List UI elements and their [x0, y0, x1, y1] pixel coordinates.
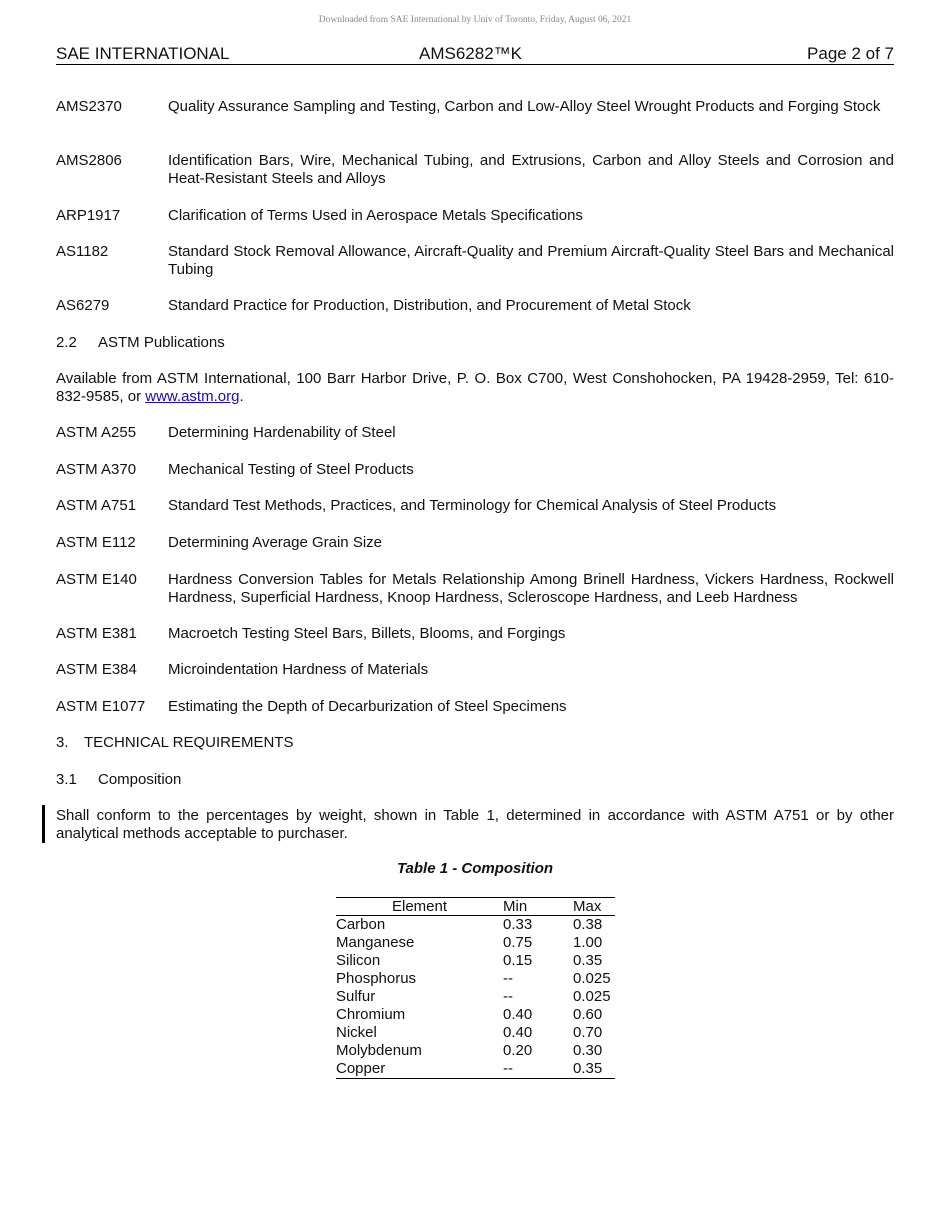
- cell-max: 0.025: [573, 988, 611, 1005]
- reference-item: [56, 424, 894, 442]
- cell-max: 0.70: [573, 1024, 603, 1041]
- reference-description: Clarification of Terms Used in Aerospace Metals Specifications: [168, 207, 583, 224]
- reference-item: [56, 534, 894, 552]
- reference-code: ASTM A255: [56, 424, 137, 441]
- cell-min: 0.15: [503, 952, 533, 969]
- table-title: Table 1 - Composition: [396, 860, 554, 877]
- table-row: [336, 1024, 615, 1042]
- reference-description: Standard Practice for Production, Distribution, and Procurement of Metal Stock: [168, 297, 691, 314]
- section-title: TECHNICAL REQUIREMENTS: [84, 734, 294, 751]
- revision-change-bar: [42, 805, 45, 843]
- reference-description: Estimating the Depth of Decarburization of Steel Specimens: [168, 698, 567, 715]
- section-heading-3-1: [56, 771, 181, 789]
- section-heading-2-2: [56, 334, 225, 352]
- reference-item: [56, 207, 894, 225]
- reference-code: ASTM E1077: [56, 698, 146, 715]
- section-heading-3: [56, 734, 293, 752]
- cell-max: 0.35: [573, 1060, 603, 1077]
- reference-description: Mechanical Testing of Steel Products: [168, 461, 414, 478]
- astm-availability-paragraph: Available from ASTM International, 100 Barr Harbor Drive, P. O. Box C700, West Conshohocken, PA 19428-2959, Tel: 610-832-9585, or www.astm.org.: [56, 370, 894, 405]
- header-doc-number: AMS6282™K: [419, 44, 522, 63]
- cell-max: 0.38: [573, 916, 603, 933]
- cell-element: Chromium: [336, 1006, 406, 1023]
- cell-element: Carbon: [336, 916, 386, 933]
- reference-code: ASTM A751: [56, 497, 137, 514]
- table-row: [336, 1060, 615, 1079]
- cell-element: Nickel: [336, 1024, 377, 1041]
- cell-max: 0.35: [573, 952, 603, 969]
- section-title: ASTM Publications: [98, 334, 225, 351]
- download-watermark: Downloaded from SAE International by Univ of Toronto, Friday, August 06, 2021: [318, 15, 632, 25]
- section-number: 2.2: [56, 334, 77, 351]
- reference-description: Identification Bars, Wire, Mechanical Tubing, and Extrusions, Carbon and Alloy Steels and Corrosion and Heat-Resistant Steels and Alloys: [168, 152, 894, 187]
- composition-paragraph: Shall conform to the percentages by weight, shown in Table 1, determined in accordance with ASTM A751 or by other analytical methods acceptable to purchaser.: [56, 807, 894, 842]
- column-header-max: Max: [573, 898, 615, 916]
- reference-item: [56, 297, 894, 315]
- cell-max: 0.30: [573, 1042, 603, 1059]
- astm-website-link[interactable]: www.astm.org: [145, 388, 240, 405]
- cell-min: 0.40: [503, 1006, 533, 1023]
- table-row: [336, 970, 615, 988]
- table-row: [336, 1042, 615, 1060]
- reference-code: ASTM E112: [56, 534, 136, 551]
- table-header-row: [336, 898, 615, 916]
- reference-description: Standard Stock Removal Allowance, Aircraft-Quality and Premium Aircraft-Quality Steel Bars and Mechanical Tubing: [168, 243, 894, 278]
- reference-item: [56, 571, 894, 607]
- table-row: [336, 916, 615, 935]
- composition-table: [336, 897, 615, 1079]
- reference-item: [56, 661, 894, 679]
- table-row: [336, 988, 615, 1006]
- cell-min: --: [503, 988, 513, 1005]
- reference-code: AMS2370: [56, 98, 122, 115]
- cell-element: Phosphorus: [336, 970, 417, 987]
- table-row: [336, 934, 615, 952]
- cell-element: Sulfur: [336, 988, 376, 1005]
- reference-item: [56, 152, 894, 188]
- cell-element: Manganese: [336, 934, 415, 951]
- reference-code: ASTM E140: [56, 571, 137, 588]
- reference-item: [56, 98, 894, 116]
- reference-description: Determining Average Grain Size: [168, 534, 382, 551]
- reference-code: AS6279: [56, 297, 110, 314]
- reference-item: [56, 497, 894, 515]
- cell-min: 0.20: [503, 1042, 533, 1059]
- table-row: [336, 952, 615, 970]
- cell-element: Silicon: [336, 952, 381, 969]
- reference-code: ASTM E381: [56, 625, 137, 642]
- cell-min: 0.40: [503, 1024, 533, 1041]
- reference-item: [56, 461, 894, 479]
- column-header-min: Min: [503, 898, 573, 916]
- reference-description: Microindentation Hardness of Materials: [168, 661, 429, 678]
- cell-max: 0.025: [573, 970, 611, 987]
- reference-code: AS1182: [56, 243, 109, 260]
- cell-max: 0.60: [573, 1006, 603, 1023]
- cell-max: 1.00: [573, 934, 603, 951]
- reference-code: ASTM E384: [56, 661, 137, 678]
- reference-description: Standard Test Methods, Practices, and Terminology for Chemical Analysis of Steel Products: [168, 497, 777, 514]
- column-header-element: Element: [336, 898, 503, 916]
- reference-item: [56, 625, 894, 643]
- cell-element: Molybdenum: [336, 1042, 422, 1059]
- cell-min: 0.75: [503, 934, 533, 951]
- page-header: [56, 44, 894, 65]
- cell-element: Copper: [336, 1060, 386, 1077]
- reference-item: [56, 243, 894, 279]
- reference-description: Determining Hardenability of Steel: [168, 424, 396, 441]
- reference-code: AMS2806: [56, 152, 122, 169]
- reference-code: ARP1917: [56, 207, 121, 224]
- header-org: SAE INTERNATIONAL: [56, 44, 230, 63]
- cell-min: --: [503, 970, 513, 987]
- cell-min: --: [503, 1060, 513, 1077]
- reference-description: Quality Assurance Sampling and Testing, Carbon and Low-Alloy Steel Wrought Products and Forging Stock: [168, 98, 881, 115]
- header-page-number: Page 2 of 7: [807, 44, 894, 63]
- section-number: 3.1: [56, 771, 77, 788]
- reference-item: [56, 698, 894, 716]
- reference-description: Hardness Conversion Tables for Metals Relationship Among Brinell Hardness, Vickers Hardness, Rockwell Hardness, Superficial Hardness, Knoop Hardness, Scleroscope Hardness, and Leeb Hardness: [168, 571, 894, 606]
- reference-code: ASTM A370: [56, 461, 137, 478]
- section-title: Composition: [98, 771, 182, 788]
- reference-description: Macroetch Testing Steel Bars, Billets, Blooms, and Forgings: [168, 625, 566, 642]
- section-number: 3.: [56, 734, 69, 751]
- table-row: [336, 1006, 615, 1024]
- availability-text: Available from ASTM International, 100 Barr Harbor Drive, P. O. Box C700, West Conshohocken, PA 19428-2959, Tel: 610-832-9585, or: [56, 370, 894, 405]
- cell-min: 0.33: [503, 916, 533, 933]
